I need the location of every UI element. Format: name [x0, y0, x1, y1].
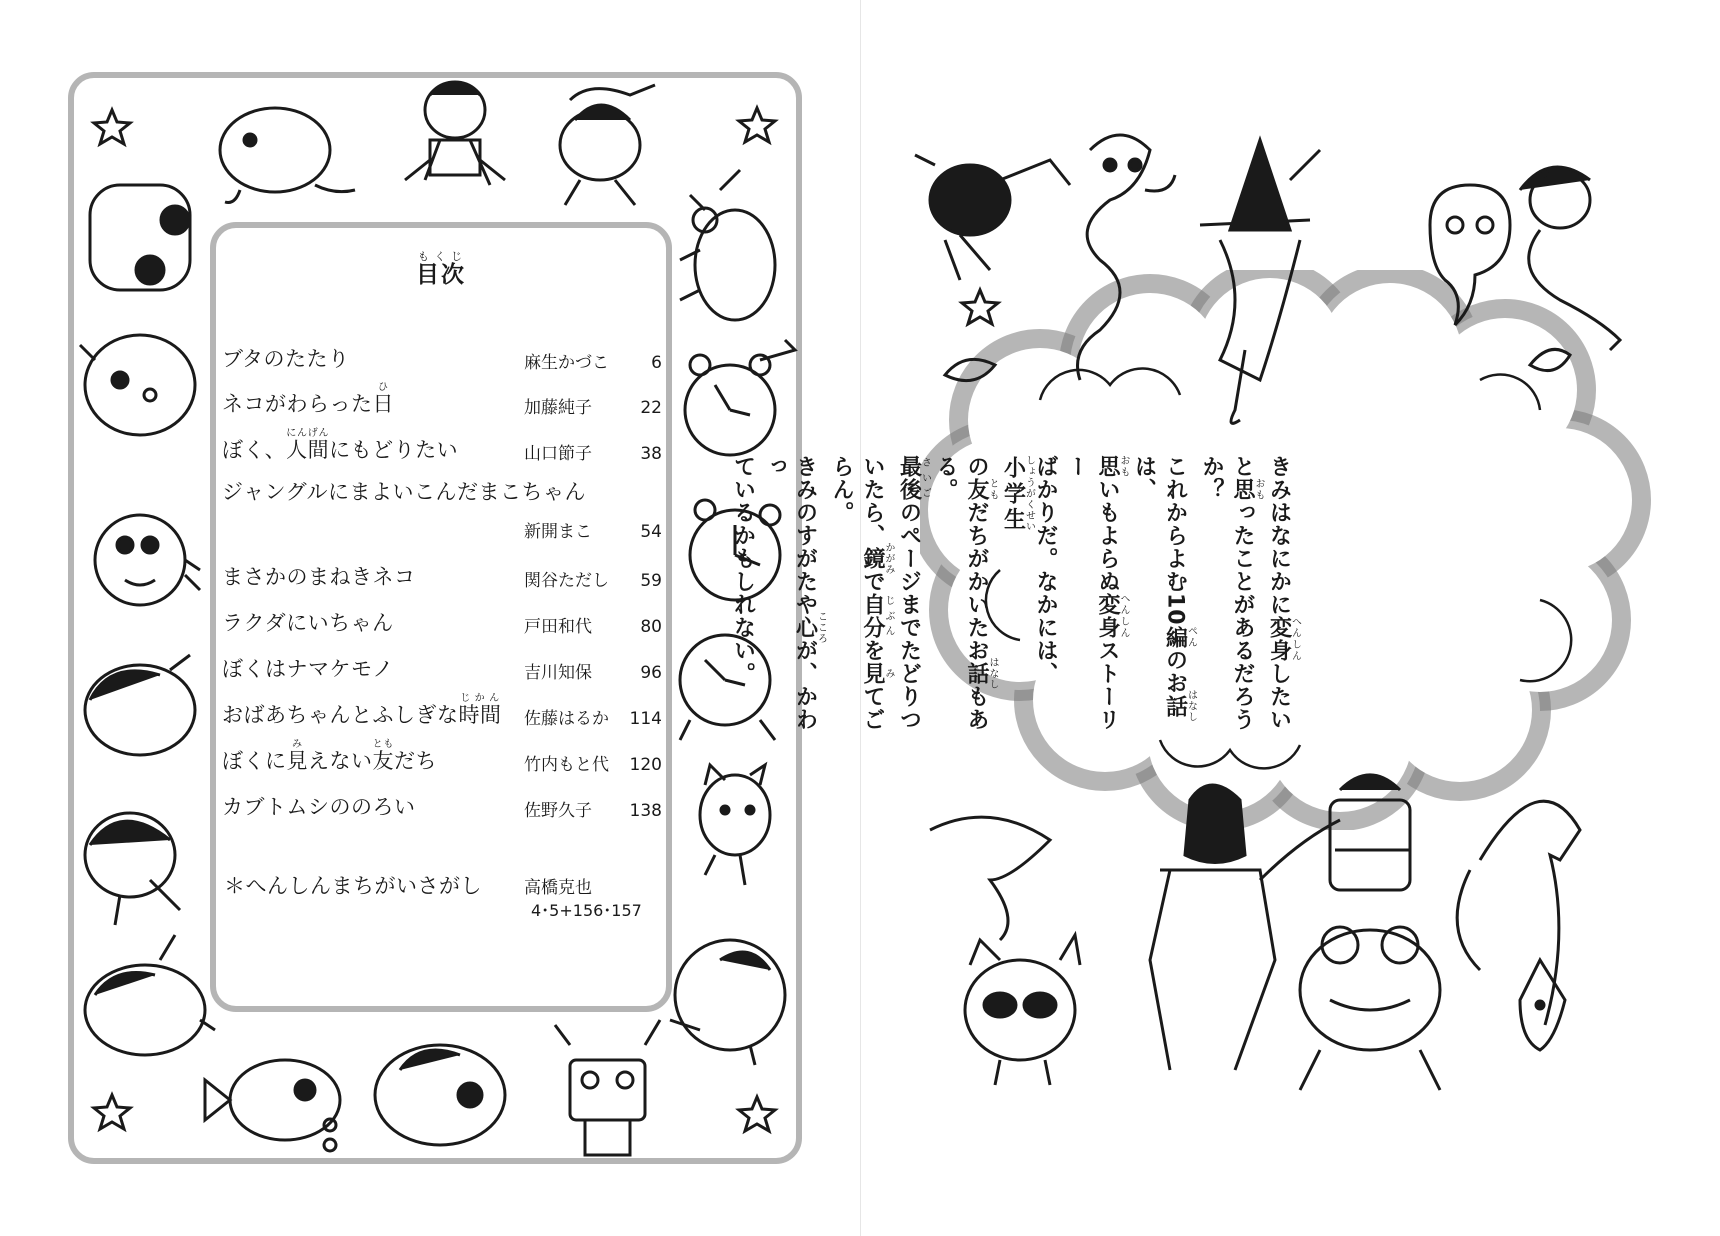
- witch: [1200, 140, 1320, 423]
- leaf-icon: [1530, 349, 1570, 370]
- alarm-clock: [685, 340, 795, 455]
- ghost: [1430, 185, 1510, 325]
- toc-entry-author: 佐藤はるか: [524, 709, 609, 729]
- toc-entry-page: 22: [640, 398, 662, 418]
- toc-entry[interactable]: [222, 335, 662, 379]
- toc-entry-title: ブタのたたり: [222, 347, 350, 371]
- boy-falling: [85, 935, 215, 1055]
- fish: [205, 1060, 340, 1151]
- toc-entry-title: ぼくはナマケモノ: [222, 657, 394, 681]
- toc-entry-title: ぼくに見みえない友ともだち: [222, 739, 437, 773]
- toc-entry-title: ネコがわらった日ひ: [222, 382, 394, 416]
- star-icon: [739, 1097, 775, 1131]
- toc-entry[interactable]: [222, 737, 662, 781]
- toc-entry[interactable]: [222, 691, 662, 735]
- intro-line: 思おもいもよらぬ変身へんしんストーリー: [1064, 455, 1129, 731]
- toc-entry-page: 38: [640, 444, 662, 464]
- toc-entry-page: 120: [629, 755, 662, 775]
- toc-entry-author: 関谷ただし: [524, 571, 609, 591]
- toc-entry-author: 新開まこ: [524, 522, 592, 542]
- fox: [1457, 801, 1580, 1050]
- pig-girl: [85, 655, 195, 755]
- toc-entry-page: 80: [640, 617, 662, 637]
- toc-entry[interactable]: [222, 645, 662, 689]
- intro-line: 最後さいごのページまでたどりつ: [896, 455, 931, 731]
- toc-entry-title: まさかのまねきネコ: [222, 565, 416, 589]
- pig-face: [80, 335, 195, 435]
- toc-entry-title: ジャングルにまよいこんだまこちゃん: [222, 480, 587, 504]
- toc-entry-author: 加藤純子: [524, 398, 592, 418]
- samurai-figure: [1330, 775, 1410, 890]
- toc-entry[interactable]: [222, 476, 662, 548]
- toc-entry-author: 麻生かづこ: [524, 353, 609, 373]
- toc-entry-author: 吉川知保: [524, 663, 592, 683]
- toc-entry-page: 59: [640, 571, 662, 591]
- intro-text: [730, 455, 1301, 745]
- raccoon: [930, 817, 1080, 1085]
- toc-entry-title: ラクダにいちゃん: [222, 611, 394, 635]
- toc-entry[interactable]: [222, 426, 662, 470]
- intro-line: いたら、鏡かがみで自分じぶんを見みてごらん。: [829, 455, 894, 731]
- toc-extra-title[interactable]: ＊へんしんまちがいさがし: [224, 874, 482, 898]
- masked-hero-flying: [915, 155, 1070, 280]
- toc-entry-title: カブトムシののろい: [222, 795, 416, 819]
- intro-line: ばかりだ。なかには、小学生しょうがくせい: [1000, 455, 1058, 685]
- toc-entry-author: 山口節子: [524, 444, 592, 464]
- intro-line: きみのすがたや心こころが、かわっ: [761, 455, 827, 731]
- pig-boy: [220, 108, 355, 203]
- star-icon: [94, 110, 130, 144]
- toc-entry[interactable]: [222, 599, 662, 643]
- crying-girl: [85, 813, 180, 925]
- boy-with-fish: [560, 85, 655, 205]
- toc-entry-page: 138: [629, 801, 662, 821]
- camel-cat: [670, 940, 785, 1065]
- alien: [95, 515, 200, 605]
- intro-line: きみはなにかに変身へんしんしたい: [1266, 455, 1301, 731]
- toc-entry-page: 114: [629, 709, 662, 729]
- mermaid: [1520, 167, 1620, 350]
- star-icon: [739, 108, 775, 142]
- beetle: [680, 170, 775, 320]
- intro-line: これからよむ10編ぺんのお話はなしは、: [1131, 455, 1197, 723]
- frog: [1300, 927, 1440, 1090]
- pig-falling: [375, 1045, 505, 1145]
- dragon: [1078, 135, 1176, 380]
- intro-line: と思おもったことがあるだろうか？: [1199, 455, 1264, 731]
- toc-entry-title: おばあちゃんとふしぎな時間じかん: [222, 693, 502, 727]
- cat: [700, 765, 770, 885]
- robot: [555, 1020, 660, 1155]
- walking-boy: [405, 82, 505, 185]
- leaf-icon: [945, 359, 995, 380]
- toc-entry[interactable]: [222, 380, 662, 424]
- toc-entry-page: 6: [651, 353, 662, 373]
- star-icon: [962, 290, 998, 324]
- car-character: [90, 185, 190, 290]
- intro-line: の友ともだちがかいたお話はなしもある。: [933, 455, 998, 731]
- intro-line: ているかもしれない。: [730, 455, 756, 685]
- toc-entry-page: 54: [640, 522, 662, 542]
- toc-extra-author: 高橋克也: [524, 878, 592, 898]
- star-icon: [94, 1095, 130, 1129]
- toc-entry-author: 佐野久子: [524, 801, 592, 821]
- toc-entry-title: ぼく、人間にんげんにもどりたい: [222, 428, 459, 462]
- toc-entry-page: 96: [640, 663, 662, 683]
- toc-entry-author: 戸田和代: [524, 617, 592, 637]
- masked-hero: [1150, 785, 1340, 1070]
- toc-entry-author: 竹内もと代: [524, 755, 609, 775]
- toc-extra-pages: 4･5+156･157: [531, 901, 642, 920]
- toc-entry[interactable]: [222, 553, 662, 597]
- toc-entry[interactable]: [222, 783, 662, 827]
- toc-title: 目次もくじ: [416, 250, 466, 288]
